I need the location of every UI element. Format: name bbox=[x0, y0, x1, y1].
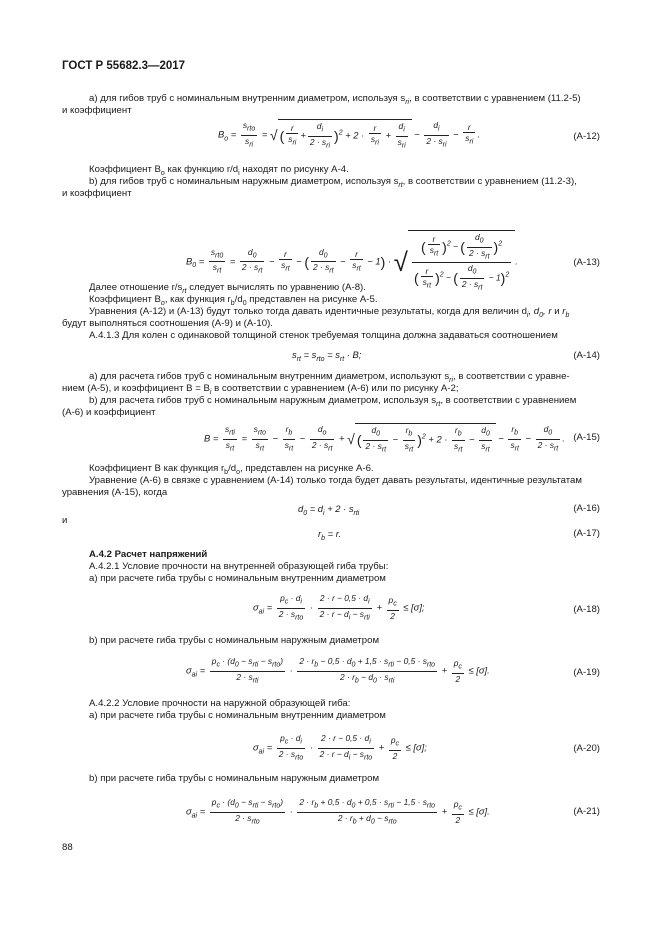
equation-a13: $B_0$ = $\frac{s_{rt0}}{s_{rt}}$ = $\frac{d_0}{2 \cdot s_{rt}}$ − $\frac{r}{s_{rt}}$ − ( $\frac{d_0}{2 \cdot s_{rt}}$ − $\frac{r}{s_{rt}}$ − 1) · √ ( $\frac{r}{s_{rt}}$ )$^2$ − ( $\frac{d_0}{2 \cdot s_{rt}}$ )$^2$ ( $\frac{r}{s_{rt}}$ )$^2$ − ( $\frac{d_0}{2 \cdot s_{rt}}$ − 1)$^2$ . bbox=[186, 232, 518, 292]
equation-a19: $\sigma_{ai}$ = $\frac{p_c \cdot (d_0 - s_{rti} - s_{rto})}{2 \cdot s_{rti}}$ · $\frac{2 \cdot r_b - 0,5 \cdot d_0 + 1,5 \cdot s_{rti} - 0,5 \cdot s_{rto}}{2 \cdot r_b - d_0 \cdot s_{rti}}$ + $\frac{p_c}{2}$ ≤ [σ]. bbox=[186, 656, 490, 685]
equation-number: (А-18) bbox=[573, 604, 600, 615]
equation-number: (А-12) bbox=[573, 131, 600, 142]
paragraph-b-calc: b) для расчета гибов труб с номинальным наружным диаметром, используя $s_{rt}$, в соответствии с уравнением bbox=[89, 395, 577, 408]
paragraph-a-inner-outer: а) при расчете гиба трубы с номинальным внутренним диаметром bbox=[89, 710, 386, 721]
equation-number: (А-14) bbox=[573, 350, 600, 361]
document-title: ГОСТ Р 55682.3—2017 bbox=[62, 60, 186, 72]
paragraph-a-calc-2: нием (А-5), и коэффициент $B = B_i$ в соответствии с уравнением (А-6) или по рисунку А-2; bbox=[62, 383, 459, 396]
paragraph-b-outer-outer: b) при расчете гиба трубы с номинальным наружным диаметром bbox=[89, 773, 380, 784]
paragraph-a-calc: а) для расчета гибов труб с номинальным внутренним диаметром, используют $s_{ri}$, в соответствии с уравне- bbox=[89, 371, 570, 384]
equation-a17: $r_b = r$. bbox=[318, 528, 342, 542]
equation-a12: $B_o$ = $\frac{s_{rto}}{s_{ri}}$ = √ ( $\frac{r}{s_{ri}}$ + $\frac{d_i}{2 \cdot s_{ri}}$ )$^2$ + 2 · $\frac{r}{s_{ri}}$ + $\frac{d_i}{s_{ri}}$ − $\frac{d_i}{2 \cdot s_{ri}}$ − $\frac{r}{s_{ri}}$ . bbox=[218, 120, 480, 150]
equation-a15: B = $\frac{s_{rti}}{s_{rt}}$ = $\frac{s_{rto}}{s_{rt}}$ − $\frac{r_b}{s_{rt}}$ − $\frac{d_o}{2 \cdot s_{rt}}$ + √ ( $\frac{d_0}{2 \cdot s_{rt}}$ − $\frac{r_b}{s_{rt}}$ )$^2$ + 2 · $\frac{r_b}{s_{rt}}$ − $\frac{d_0}{s_{rt}}$ − $\frac{r_b}{s_{rt}}$ − $\frac{d_0}{2 \cdot s_{rt}}$ . bbox=[204, 424, 565, 454]
paragraph-coef: и коэффициент bbox=[62, 105, 132, 116]
paragraph-coef-b: Коэффициент B как функция $r_b/d_o$, представлен на рисунке А-6. bbox=[89, 463, 374, 476]
equation-a14: $s_{rt} = s_{rto} = s_{rt} \cdot B$; bbox=[292, 349, 362, 363]
paragraph-ratio: Далее отношение $r/s_{rt}$ следует вычислять по уравнению (А-8). bbox=[89, 282, 366, 295]
paragraph-coef-b0-2: Коэффициент $B_o$, как функция $r_b/d_0$ представлен на рисунке А-5. bbox=[89, 294, 378, 307]
equation-number: (А-16) bbox=[573, 503, 600, 514]
section-heading: А.4.2 Расчет напряжений bbox=[89, 549, 208, 560]
paragraph-a-inner: а) для гибов труб с номинальным внутренним диаметром, используя $s_{ri}$, в соответствии с уравнением (11.2-5) bbox=[89, 93, 581, 106]
page-number: 88 bbox=[62, 842, 73, 853]
equation-number: (А-15) bbox=[573, 432, 600, 443]
paragraph-a413: А.4.1.3 Для колен с одинаковой толщиной стенок требуемая толщина должна задаваться соотношением bbox=[89, 330, 558, 341]
paragraph-b-calc-2: (А-6) и коэффициент bbox=[62, 407, 156, 418]
paragraph-b-outer: b) для гибов труб с номинальным наружным диаметром, используя $s_{rt}$, в соответствии с уравнением (11.2-3), bbox=[89, 176, 577, 189]
paragraph-a-inner-stress: а) при расчете гиба трубы с номинальным внутренним диаметром bbox=[89, 573, 386, 584]
equation-number: (А-19) bbox=[573, 667, 600, 678]
paragraph-equations: Уравнения (А-12) и (А-13) будут только тогда давать идентичные результаты, когда для величин $d_i$, $d_0$, r и $r_b$ bbox=[89, 306, 570, 319]
paragraph-b-outer-stress: b) при расчете гиба трубы с номинальным наружным диаметром bbox=[89, 635, 380, 646]
paragraph-a421: А.4.2.1 Условие прочности на внутренней образующей гиба трубы: bbox=[89, 561, 389, 572]
equation-a16: $d_0 = d_i + 2 \cdot s_{rti}$ bbox=[298, 503, 360, 517]
conjunction: и bbox=[62, 515, 68, 526]
paragraph-a6: Уравнение (А-6) в связке с уравнением (А-14) только тогда будет давать результаты, идентичные результатам bbox=[89, 475, 582, 486]
equation-number: (А-21) bbox=[573, 806, 600, 817]
paragraph-a422: А.4.2.2 Условие прочности на наружной образующей гиба: bbox=[89, 698, 351, 709]
equation-a18: $\sigma_{ai}$ = $\frac{p_c \cdot d_i}{2 \cdot s_{rto}}$ · $\frac{2 \cdot r - 0,5 \cdot d_i}{2 \cdot r - d_i - s_{rti}}$ + $\frac{p_c}{2}$ ≤ [σ]; bbox=[253, 593, 425, 622]
equation-a20: $\sigma_{ai}$ = $\frac{p_c \cdot d_i}{2 \cdot s_{rto}}$ · $\frac{2 \cdot r - 0,5 \cdot d_i}{2 \cdot r - d_i - s_{rto}}$ + $\frac{p_c}{2}$ ≤ [σ]; bbox=[253, 733, 427, 762]
equation-a21: $\sigma_{ai}$ = $\frac{p_c \cdot (d_0 - s_{rti} - s_{rto})}{2 \cdot s_{rto}}$ · $\frac{2 \cdot r_b + 0,5 \cdot d_0 + 0,5 \cdot s_{rti} - 1,5 \cdot s_{rto}}{2 \cdot r_b + d_0 - s_{rto}}$ + $\frac{p_c}{2}$ ≤ [σ]. bbox=[186, 797, 490, 826]
equation-number: (А-17) bbox=[573, 528, 600, 539]
equation-number: (А-20) bbox=[573, 743, 600, 754]
equation-number: (А-13) bbox=[573, 257, 600, 268]
paragraph-a15: уравнения (А-15), когда bbox=[62, 487, 168, 498]
paragraph-coef-2: и коэффициент bbox=[62, 188, 132, 199]
paragraph-coef-b0: Коэффициент $B_o$ как функцию $r/d_i$ находят по рисунку А-4. bbox=[89, 164, 349, 177]
paragraph-relations: будут выполняться соотношения (А-9) и (А-10). bbox=[62, 318, 273, 329]
